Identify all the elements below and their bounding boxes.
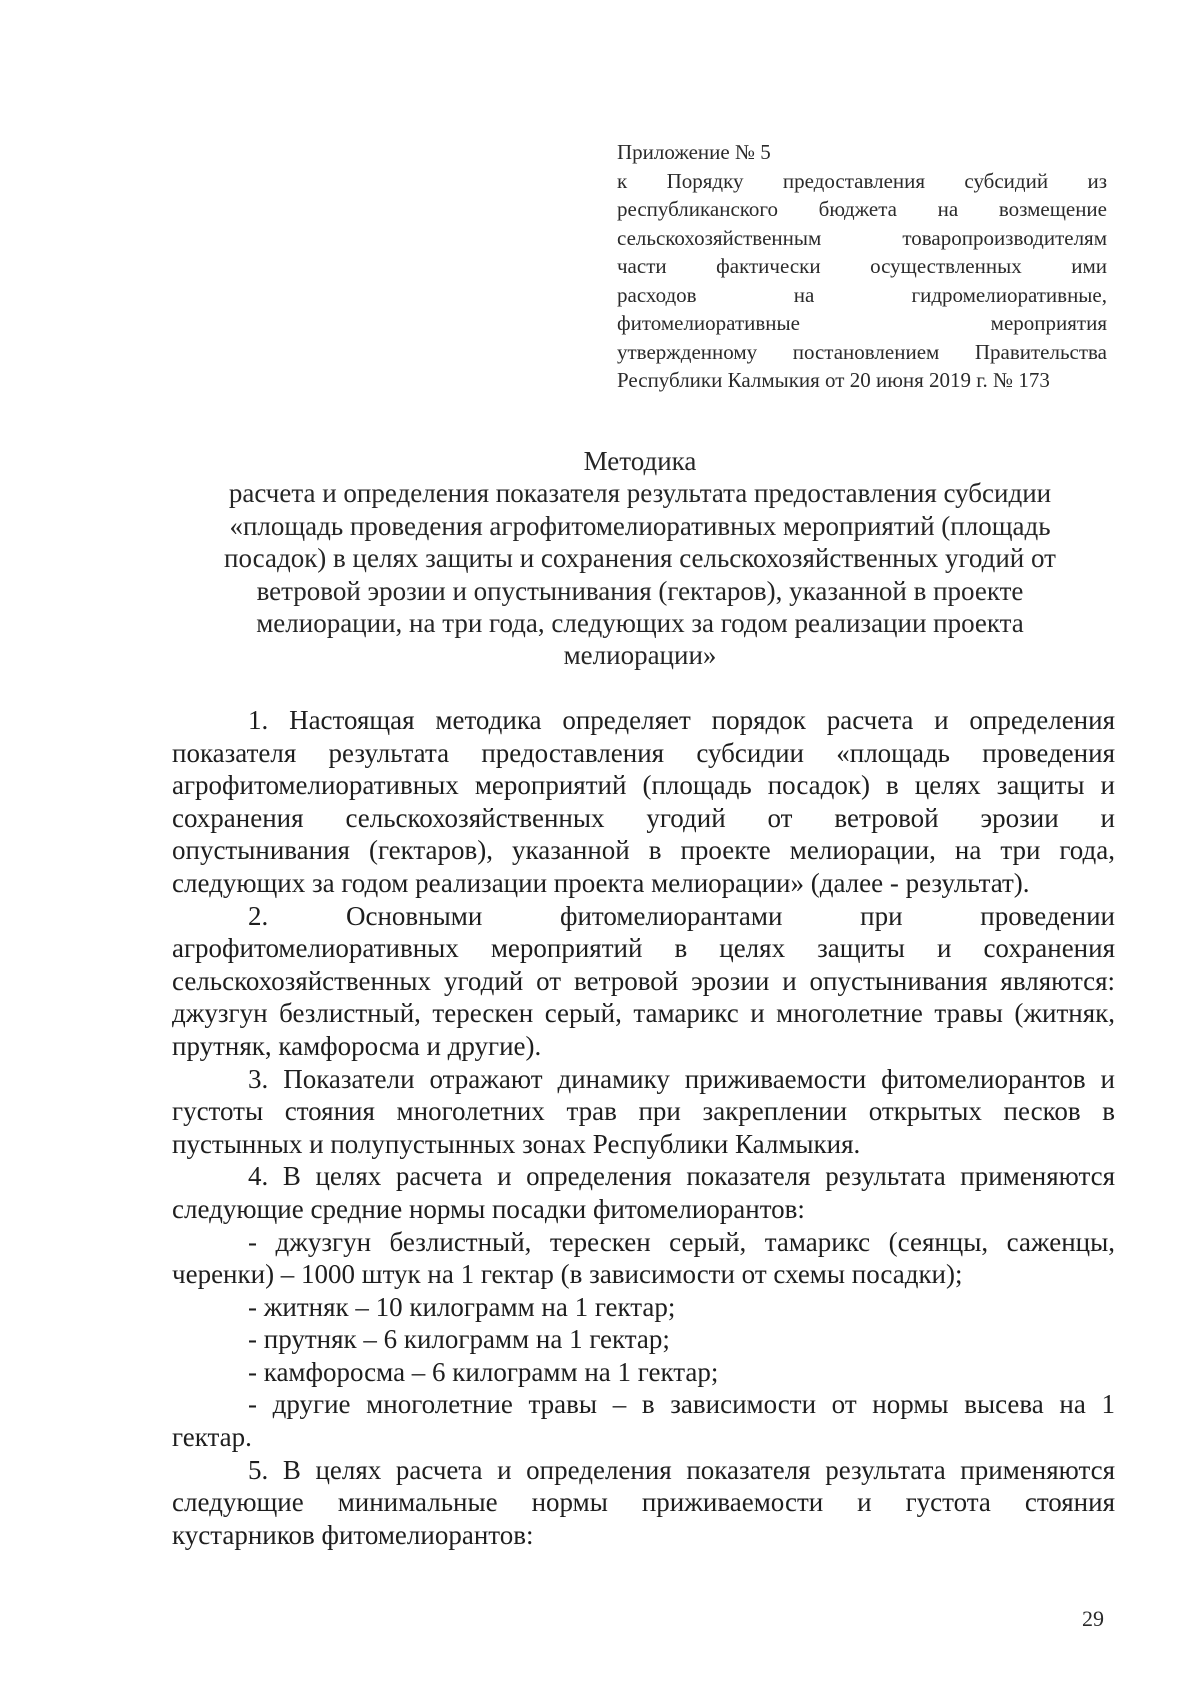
title-line: «площадь проведения агрофитомелиоративных мероприятий (площадь [229,510,1051,541]
title-line: мелиорации» [563,640,717,671]
body-line: 3. Показатели отражают динамику приживаемости фитомелиорантов и [248,1063,1115,1094]
body-line: агрофитомелиоративных мероприятий в целях защиты и сохранения [172,933,1115,964]
body-line: 5. В целях расчета и определения показателя результата применяются [248,1454,1115,1485]
title-line: посадок) в целях защиты и сохранения сельскохозяйственных угодий от [224,543,1056,574]
body-line: черенки) – 1000 штук на 1 гектар (в зависимости от схемы посадки); [172,1259,963,1290]
appendix-line: республиканского бюджета на возмещение [617,197,1107,221]
body-line: показателя результата предоставления субсидии «площадь проведения [172,737,1115,768]
appendix-line: к Порядку предоставления субсидий из [617,168,1107,193]
body-line: 4. В целях расчета и определения показателя результата применяются [248,1161,1115,1192]
body-line: опустынивания (гектаров), указанной в проекте мелиорации, на три года, [172,835,1115,866]
title-line: расчета и определения показателя результата предоставления субсидии [228,478,1052,509]
body-line: прутняк, камфоросма и другие). [172,1030,542,1061]
body-line: сельскохозяйственных угодий от ветровой эрозии и опустынивания являются: [172,965,1115,996]
appendix-line: сельскохозяйственным товаропроизводителям [617,225,1107,250]
title-heading: Методика [583,446,697,476]
appendix-reference [617,138,1107,395]
body-line: - другие многолетние травы – в зависимости от нормы высева на 1 [248,1389,1115,1420]
body-line: следующие минимальные нормы приживаемости и густота стояния [172,1487,1115,1518]
page-number: 29 [1082,1606,1104,1631]
body-line: агрофитомелиоративных мероприятий (площадь посадок) в целях защиты и [172,770,1115,801]
appendix-line: Республики Калмыкия от 20 июня 2019 г. № 173 [617,368,1050,392]
document-body [172,704,1115,1551]
title-line: мелиорации, на три года, следующих за годом реализации проекта [256,608,1024,639]
body-line: следующих за годом реализации проекта мелиорации» (далее - результат). [172,867,1030,898]
body-line: - камфоросма – 6 килограмм на 1 гектар; [248,1356,719,1387]
body-line: следующие средние нормы посадки фитомелиорантов: [172,1193,805,1224]
body-line: сохранения сельскохозяйственных угодий от ветровой эрозии и [172,802,1115,833]
body-line: джузгун безлистный, терескен серый, тамарикс и многолетние травы (житняк, [172,998,1115,1029]
body-line: - житняк – 10 килограмм на 1 гектар; [248,1291,676,1322]
body-line: - джузгун безлистный, терескен серый, тамарикс (сеянцы, саженцы, [248,1226,1115,1257]
body-line: - прутняк – 6 килограмм на 1 гектар; [248,1324,670,1355]
title-line: ветровой эрозии и опустынивания (гектаров), указанной в проекте [256,575,1024,606]
body-line: кустарников фитомелиорантов: [172,1519,534,1550]
appendix-line: части фактически осуществленных ими [617,254,1107,278]
body-line: гектар. [172,1422,252,1453]
appendix-line: фитомелиоративные мероприятия [617,311,1107,335]
body-line: 2. Основными фитомелиорантами при проведении [248,900,1115,931]
appendix-line: расходов на гидромелиоративные, [617,282,1107,307]
document-title [190,445,1090,672]
body-line: густоты стояния многолетних трав при закреплении открытых песков в [172,1096,1115,1127]
body-line: пустынных и полупустынных зонах Республики Калмыкия. [172,1128,861,1159]
appendix-line: утвержденному постановлением Правительства [617,339,1107,364]
appendix-number: Приложение № 5 [617,140,771,164]
body-line: 1. Настоящая методика определяет порядок расчета и определения [248,705,1115,735]
